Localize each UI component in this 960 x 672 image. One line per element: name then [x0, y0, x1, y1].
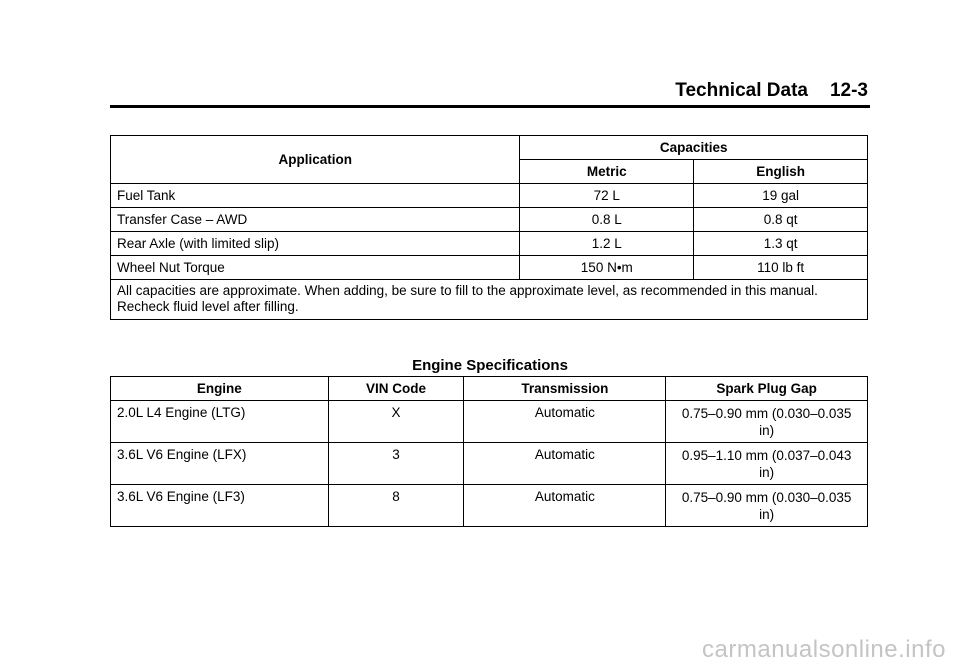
table-row: [111, 401, 868, 443]
gap-cell: 0.95–1.10 mm (0.037–0.043 in): [666, 443, 868, 485]
metric-cell: 1.2 L: [520, 232, 694, 256]
vin-cell: X: [328, 401, 464, 443]
engine-specs-table: [110, 376, 868, 527]
table-row: [111, 232, 868, 256]
site-watermark: carmanualsonline.info: [702, 636, 946, 663]
english-cell: 19 gal: [694, 184, 868, 208]
page-header: [110, 80, 870, 108]
transmission-cell: Automatic: [464, 401, 666, 443]
english-cell: 110 lb ft: [694, 256, 868, 280]
page-number: 12-3: [829, 80, 868, 101]
engine-cell: 2.0L L4 Engine (LTG): [111, 401, 329, 443]
engine-cell: 3.6L V6 Engine (LFX): [111, 443, 329, 485]
header-spark-plug-gap: Spark Plug Gap: [666, 377, 868, 401]
header-transmission: Transmission: [464, 377, 666, 401]
engine-cell: 3.6L V6 Engine (LF3): [111, 485, 329, 527]
vin-cell: 3: [328, 443, 464, 485]
note-row: [111, 280, 868, 320]
header-engine: Engine: [111, 377, 329, 401]
table-row: [111, 184, 868, 208]
transmission-cell: Automatic: [464, 443, 666, 485]
header-application: Application: [111, 136, 520, 184]
gap-cell: 0.75–0.90 mm (0.030–0.035 in): [666, 401, 868, 443]
table-row: [111, 208, 868, 232]
english-cell: 1.3 qt: [694, 232, 868, 256]
header-capacities: Capacities: [520, 136, 868, 160]
vin-cell: 8: [328, 485, 464, 527]
header-english: English: [694, 160, 868, 184]
section-title: Technical Data: [675, 80, 808, 101]
application-cell: Transfer Case – AWD: [111, 208, 520, 232]
english-cell: 0.8 qt: [694, 208, 868, 232]
metric-cell: 150 N•m: [520, 256, 694, 280]
table-row: [111, 256, 868, 280]
capacities-table: [110, 135, 868, 320]
metric-cell: 72 L: [520, 184, 694, 208]
application-cell: Fuel Tank: [111, 184, 520, 208]
capacities-note: All capacities are approximate. When adding, be sure to fill to the approximate level, as recommended in this manual. Recheck fluid level after filling.: [111, 280, 868, 320]
header-metric: Metric: [520, 160, 694, 184]
metric-cell: 0.8 L: [520, 208, 694, 232]
transmission-cell: Automatic: [464, 485, 666, 527]
table-row: [111, 485, 868, 527]
table-row: [111, 443, 868, 485]
engine-specs-title: Engine Specifications: [412, 357, 568, 374]
gap-cell: 0.75–0.90 mm (0.030–0.035 in): [666, 485, 868, 527]
application-cell: Rear Axle (with limited slip): [111, 232, 520, 256]
header-text: [675, 80, 868, 102]
application-cell: Wheel Nut Torque: [111, 256, 520, 280]
header-vin-code: VIN Code: [328, 377, 464, 401]
